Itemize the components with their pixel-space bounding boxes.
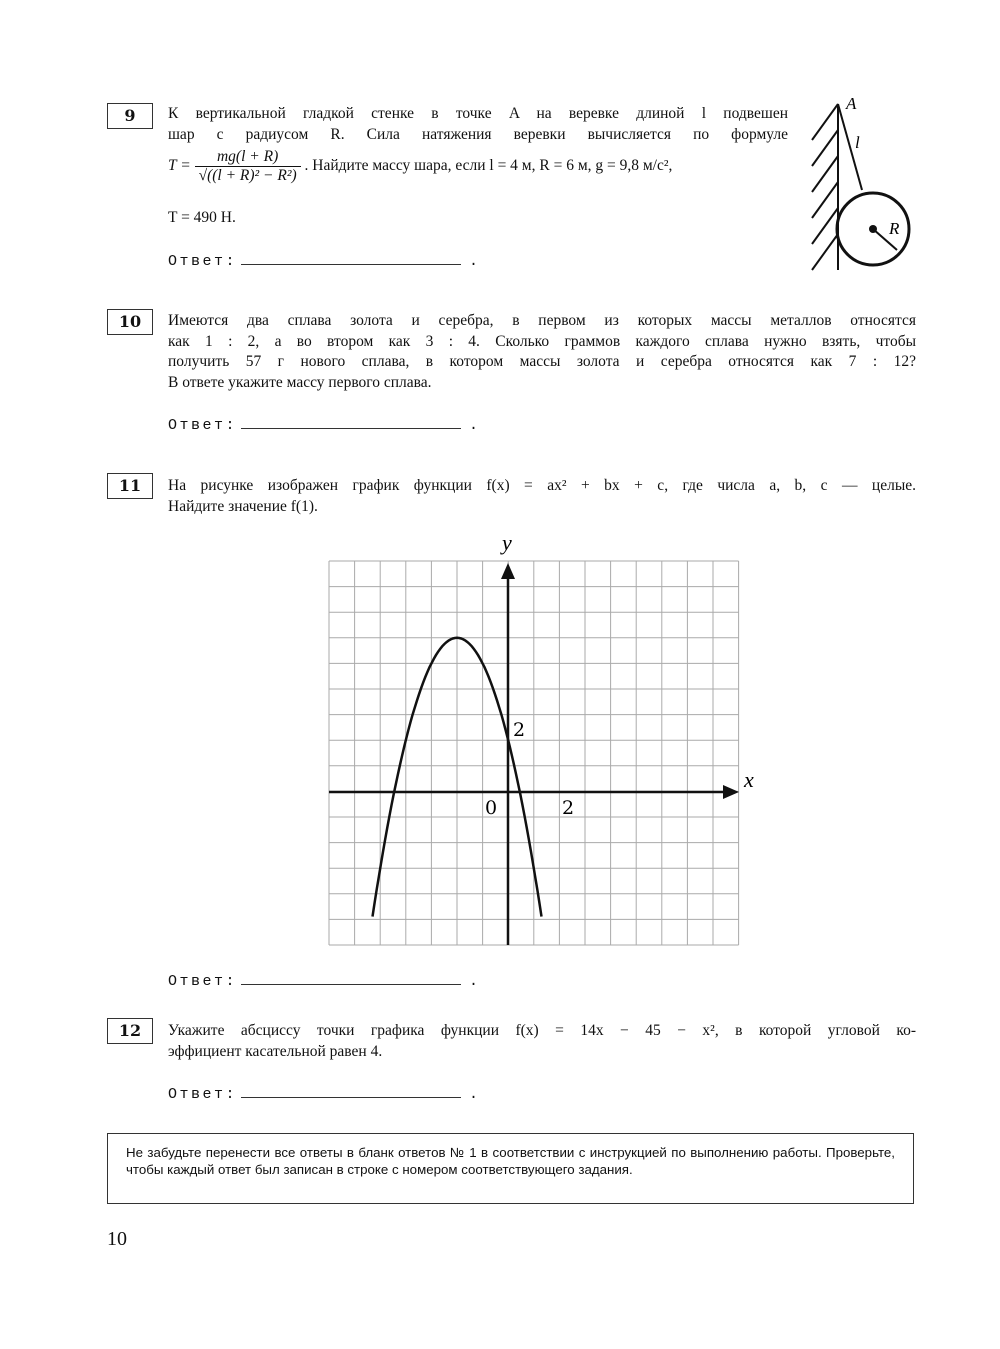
- task-10-text: [168, 311, 916, 393]
- task-11-answer: [168, 970, 481, 990]
- answer-end: .: [469, 973, 481, 990]
- task-number-10: 10: [107, 309, 153, 335]
- wall-ball-figure: [800, 90, 930, 280]
- x-axis-arrow-icon: [723, 785, 739, 799]
- formula-after: . Найдите массу шара, если l = 4 м, R = 6 м, g = 9,8 м/с²,: [304, 157, 673, 175]
- formula-lhs: T =: [168, 157, 191, 175]
- parabola-graph: [320, 525, 770, 955]
- task-10-line-3: получить 57 г нового сплава, в котором массы золота и серебра относятся как 7 : 12?: [168, 353, 916, 370]
- answer-input-10[interactable]: [241, 414, 461, 429]
- wall-icon: [812, 104, 838, 270]
- task-9-line-2: шар с радиусом R. Сила натяжения веревки вычисляется по формуле: [168, 125, 788, 143]
- formula-fraction: [195, 148, 301, 185]
- task-12-answer: [168, 1083, 481, 1103]
- answer-input-12[interactable]: [241, 1083, 461, 1098]
- task-9-text: [168, 104, 788, 145]
- answer-label: Ответ:: [168, 973, 238, 990]
- x-axis-label: x: [744, 767, 754, 792]
- answer-label: Ответ:: [168, 253, 238, 270]
- task-10-line-1: Имеются два сплава золота и серебра, в первом из которых массы металлов относятся: [168, 312, 916, 329]
- x-tick-label: 2: [562, 797, 575, 819]
- task-9-last-line: T = 490 Н.: [168, 209, 236, 226]
- answer-label: Ответ:: [168, 417, 238, 434]
- answer-label: Ответ:: [168, 1086, 238, 1103]
- task-9-formula: [168, 148, 788, 185]
- task-11-text: [168, 476, 916, 517]
- formula-denominator: √((l + R)² − R²): [198, 167, 297, 184]
- task-10-line-4: В ответе укажите массу первого сплава.: [168, 373, 432, 391]
- formula-numerator: mg(l + R): [195, 148, 301, 167]
- label-R: R: [889, 219, 900, 238]
- task-number-11: 11: [107, 473, 153, 499]
- task-9-answer: [168, 250, 481, 270]
- task-number-9: 9: [107, 103, 153, 129]
- task-10-answer: [168, 414, 481, 434]
- instruction-notice: Не забудьте перенести все ответы в бланк ответов № 1 в соответствии с инструкцией по выполнению работы. Проверьте, чтобы каждый ответ был записан в строке с номером соответствующего задания.: [107, 1133, 914, 1204]
- y-axis-label: y: [502, 530, 512, 555]
- label-A: A: [846, 94, 857, 113]
- task-11-line-1: На рисунке изображен график функции f(x) = ax² + bx + c, где числа a, b, c — целые.: [168, 477, 916, 494]
- task-12-line-1: Укажите абсциссу точки графика функции f(x) = 14x − 45 − x², в которой угловой ко-: [168, 1022, 916, 1039]
- axes: [329, 577, 725, 945]
- task-9-line-1: К вертикальной гладкой стенке в точке A на веревке длиной l подвешен: [168, 105, 788, 122]
- task-number-12: 12: [107, 1018, 153, 1044]
- origin-label: 0: [485, 797, 498, 819]
- task-12-line-2: эффициент касательной равен 4.: [168, 1042, 383, 1060]
- task-12-text: [168, 1021, 916, 1062]
- grid-lines: [329, 561, 739, 945]
- answer-end: .: [469, 417, 481, 434]
- y-tick-label: 2: [513, 719, 526, 741]
- answer-input-9[interactable]: [241, 250, 461, 265]
- task-10-line-2: как 1 : 2, а во втором как 3 : 4. Сколько граммов каждого сплава нужно взять, чтобы: [168, 332, 916, 350]
- label-l: l: [855, 133, 860, 152]
- page-number: 10: [107, 1228, 127, 1250]
- y-axis-arrow-icon: [501, 563, 515, 579]
- task-11-line-2: Найдите значение f(1).: [168, 497, 318, 515]
- answer-end: .: [469, 253, 481, 270]
- answer-end: .: [469, 1086, 481, 1103]
- answer-input-11[interactable]: [241, 970, 461, 985]
